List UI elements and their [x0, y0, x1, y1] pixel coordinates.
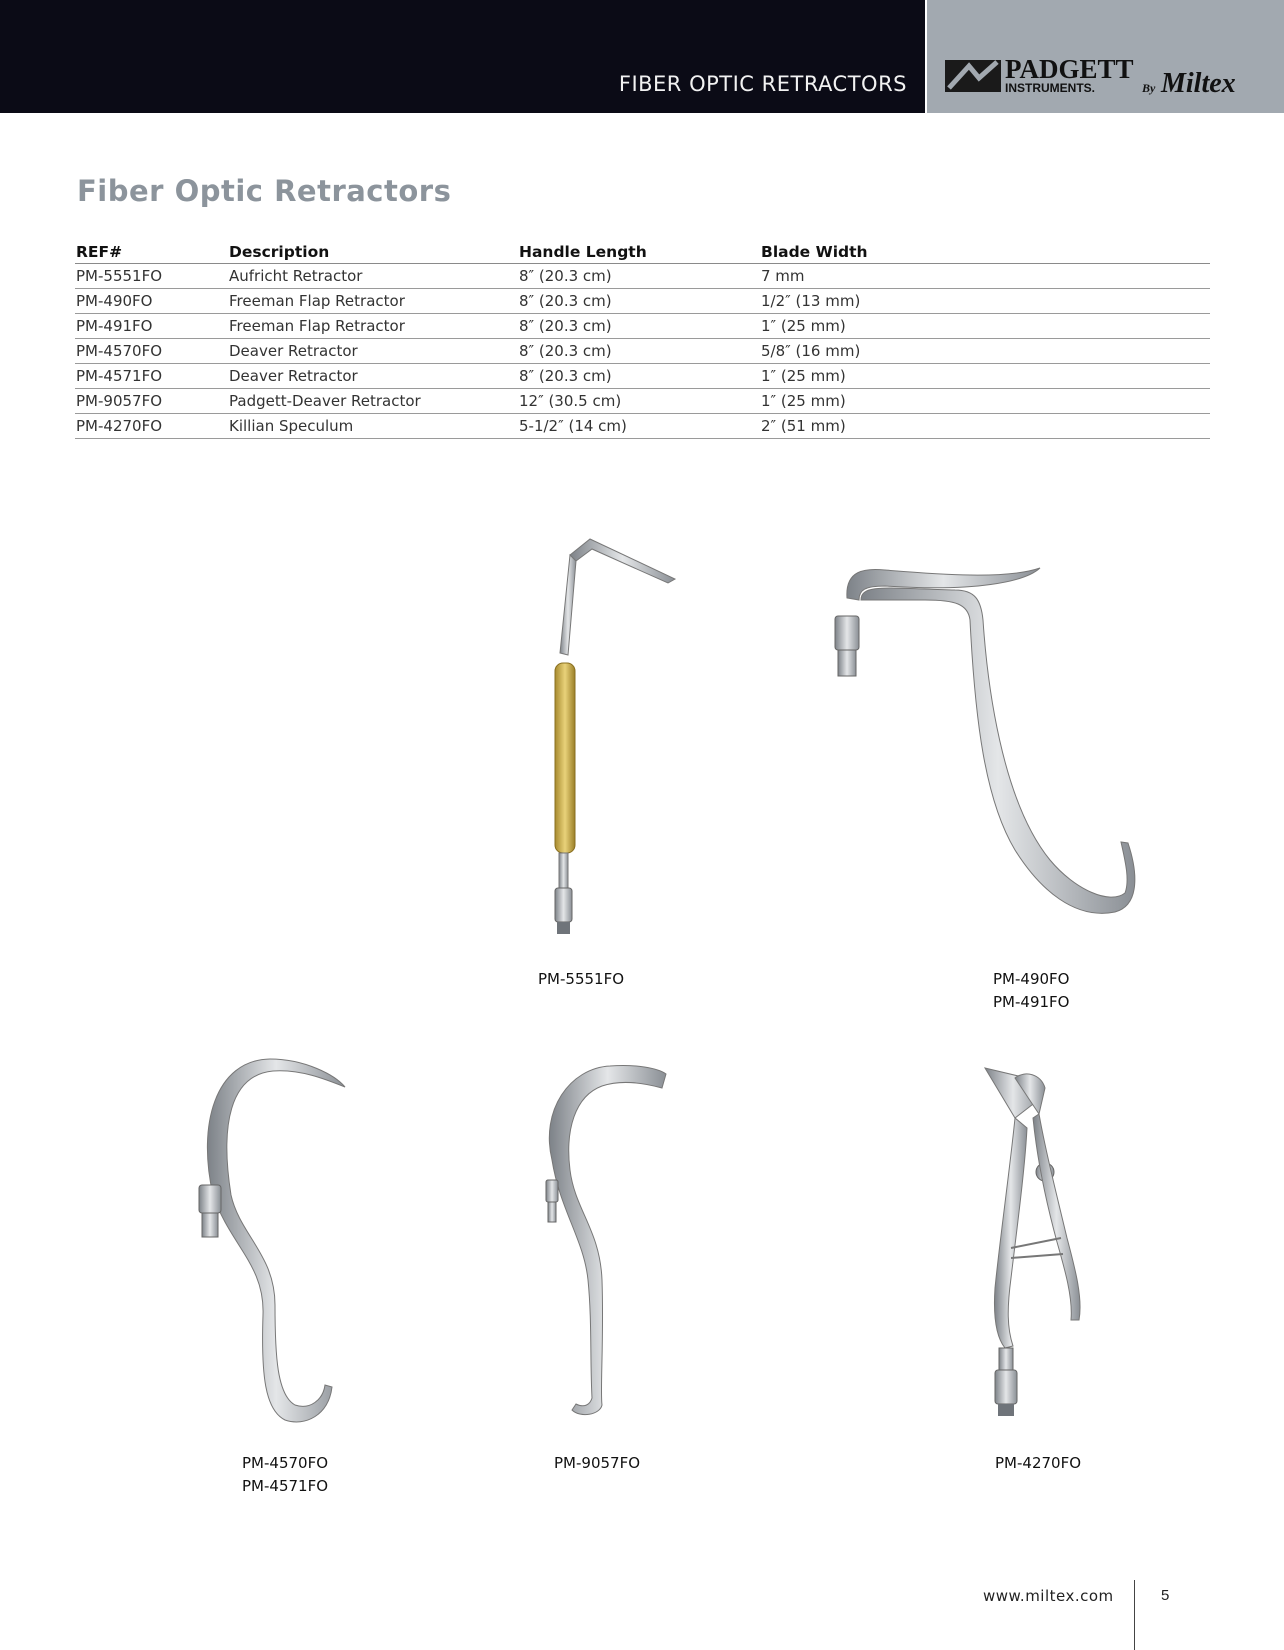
- table-header-row: [75, 240, 1210, 264]
- cell-description: Freeman Flap Retractor: [228, 314, 518, 339]
- padgett-miltex-logo: [945, 52, 1265, 102]
- cell-description: Freeman Flap Retractor: [228, 289, 518, 314]
- column-header-blade-width: Blade Width: [760, 240, 1210, 264]
- product-code: PM-491FO: [993, 993, 1070, 1011]
- table-row: [75, 414, 1210, 439]
- cell-blade-width: 1″ (25 mm): [760, 364, 1210, 389]
- cell-handle-length: 8″ (20.3 cm): [518, 364, 760, 389]
- cell-handle-length: 8″ (20.3 cm): [518, 289, 760, 314]
- product-code: PM-4571FO: [242, 1477, 329, 1495]
- padgett-deaver-retractor-image: [540, 1060, 680, 1430]
- cell-ref: PM-4571FO: [75, 364, 228, 389]
- brand-area: [927, 0, 1284, 113]
- product-code: PM-4570FO: [242, 1454, 329, 1472]
- cell-handle-length: 8″ (20.3 cm): [518, 314, 760, 339]
- cell-blade-width: 5/8″ (16 mm): [760, 339, 1210, 364]
- page-title: Fiber Optic Retractors: [77, 174, 452, 208]
- freeman-flap-retractor-image: [825, 560, 1185, 940]
- cell-handle-length: 8″ (20.3 cm): [518, 264, 760, 289]
- table-row: [75, 314, 1210, 339]
- cell-ref: PM-9057FO: [75, 389, 228, 414]
- cell-handle-length: 8″ (20.3 cm): [518, 339, 760, 364]
- cell-blade-width: 1/2″ (13 mm): [760, 289, 1210, 314]
- table-row: [75, 289, 1210, 314]
- table-row: [75, 264, 1210, 289]
- cell-ref: PM-4570FO: [75, 339, 228, 364]
- svg-text:By: By: [1142, 81, 1156, 95]
- product-caption: [538, 968, 624, 991]
- product-code: PM-5551FO: [538, 970, 625, 988]
- product-caption: [242, 1452, 328, 1498]
- cell-handle-length: 5-1/2″ (14 cm): [518, 414, 760, 439]
- footer-divider: [1134, 1580, 1135, 1650]
- svg-text:PADGETT: PADGETT: [1005, 54, 1134, 84]
- product-caption: [993, 968, 1069, 1014]
- cell-description: Padgett-Deaver Retractor: [228, 389, 518, 414]
- cell-description: Aufricht Retractor: [228, 264, 518, 289]
- killian-speculum-image: [975, 1058, 1095, 1438]
- product-code: PM-4270FO: [995, 1454, 1082, 1472]
- svg-text:INSTRUMENTS.: INSTRUMENTS.: [1005, 81, 1095, 95]
- cell-ref: PM-491FO: [75, 314, 228, 339]
- svg-text:Miltex: Miltex: [1161, 68, 1236, 99]
- deaver-retractor-image: [195, 1055, 355, 1425]
- product-caption: [554, 1452, 640, 1475]
- cell-ref: PM-4270FO: [75, 414, 228, 439]
- cell-handle-length: 12″ (30.5 cm): [518, 389, 760, 414]
- cell-ref: PM-5551FO: [75, 264, 228, 289]
- cell-blade-width: 1″ (25 mm): [760, 389, 1210, 414]
- table-row: [75, 389, 1210, 414]
- table-row: [75, 339, 1210, 364]
- cell-description: Killian Speculum: [228, 414, 518, 439]
- product-caption: [995, 1452, 1081, 1475]
- product-code: PM-9057FO: [554, 1454, 641, 1472]
- column-header-description: Description: [228, 240, 518, 264]
- cell-description: Deaver Retractor: [228, 339, 518, 364]
- product-code: PM-490FO: [993, 970, 1070, 988]
- cell-blade-width: 2″ (51 mm): [760, 414, 1210, 439]
- aufricht-retractor-image: [540, 535, 700, 945]
- cell-blade-width: 1″ (25 mm): [760, 314, 1210, 339]
- column-header-ref: REF#: [75, 240, 228, 264]
- table-row: [75, 364, 1210, 389]
- cell-description: Deaver Retractor: [228, 364, 518, 389]
- header-bar: [0, 0, 925, 113]
- cell-ref: PM-490FO: [75, 289, 228, 314]
- section-title: FIBER OPTIC RETRACTORS: [618, 72, 907, 96]
- spec-table: [75, 240, 1210, 439]
- footer-url[interactable]: www.miltex.com: [983, 1587, 1114, 1605]
- page-number: 5: [1161, 1587, 1170, 1604]
- column-header-handle-length: Handle Length: [518, 240, 760, 264]
- cell-blade-width: 7 mm: [760, 264, 1210, 289]
